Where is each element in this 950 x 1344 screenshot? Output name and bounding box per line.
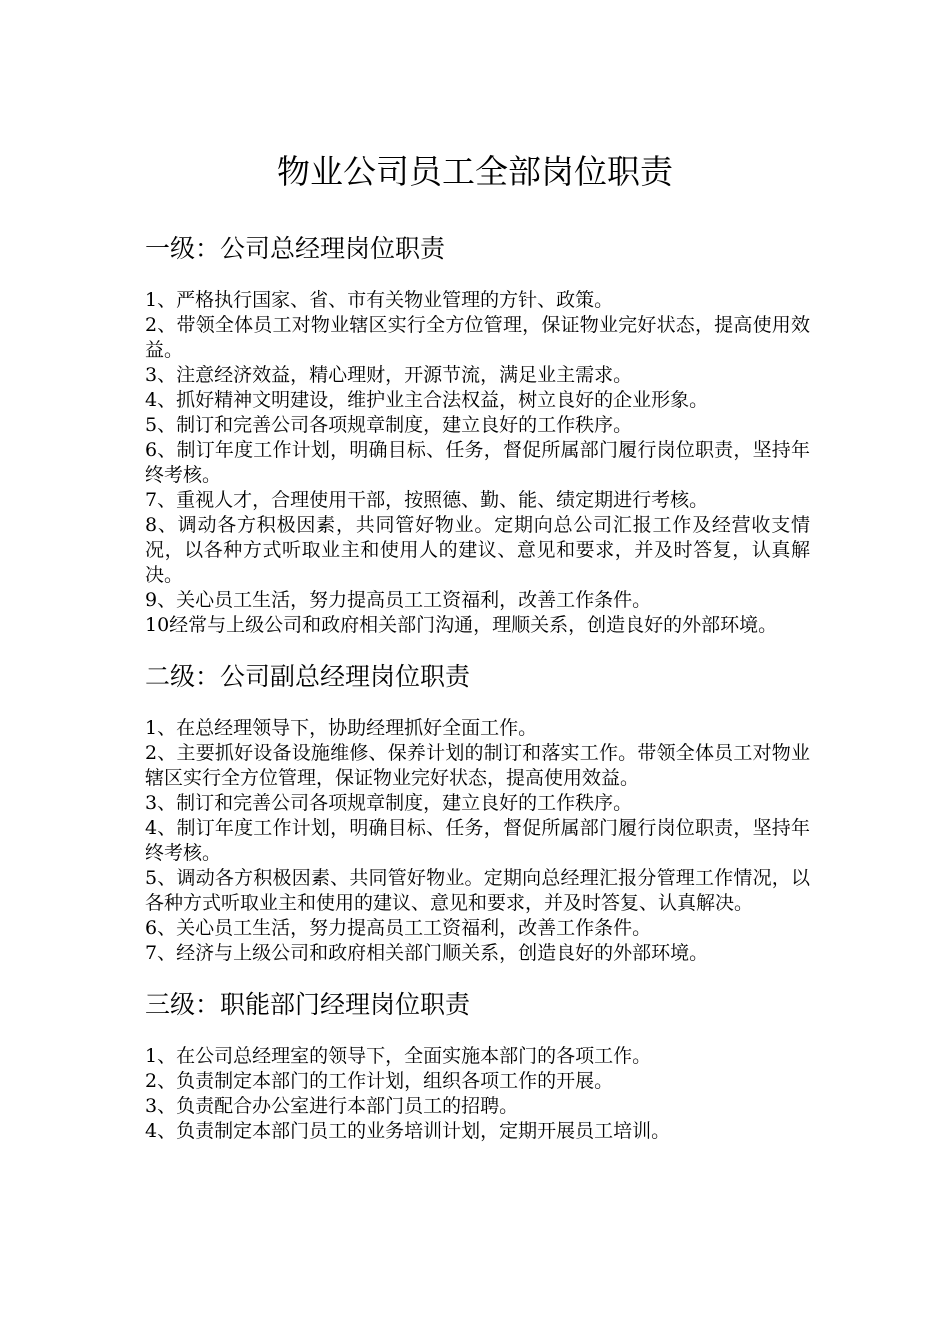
duty-item: 2、主要抓好设备设施维修、保养计划的制订和落实工作。带领全体员工对物业辖区实行全方位管理，保证物业完好状态，提高使用效益。 — [145, 742, 810, 789]
document-body — [145, 232, 810, 1166]
duty-list — [145, 288, 810, 638]
section-heading: 一级：公司总经理岗位职责 — [145, 234, 446, 263]
duty-item: 5、制订和完善公司各项规章制度，建立良好的工作秩序。 — [145, 414, 633, 436]
duty-list — [145, 716, 810, 966]
section-heading: 三级：职能部门经理岗位职责 — [145, 990, 471, 1019]
duty-item: 3、注意经济效益，精心理财，开源节流，满足业主需求。 — [145, 364, 633, 386]
duty-item: 3、负责配合办公室进行本部门员工的招聘。 — [145, 1095, 519, 1117]
duty-item: 1、严格执行国家、省、市有关物业管理的方针、政策。 — [145, 289, 614, 311]
duty-item: 6、关心员工生活，努力提高员工工资福利，改善工作条件。 — [145, 917, 652, 939]
duty-item: 4、负责制定本部门员工的业务培训计划，定期开展员工培训。 — [145, 1120, 671, 1142]
section-level-2 — [145, 660, 810, 966]
duty-item: 10经常与上级公司和政府相关部门沟通，理顺关系，创造良好的外部环境。 — [145, 614, 778, 636]
duty-item: 7、经济与上级公司和政府相关部门顺关系，创造良好的外部环境。 — [145, 942, 709, 964]
duty-item: 1、在公司总经理室的领导下，全面实施本部门的各项工作。 — [145, 1045, 652, 1067]
duty-item: 9、关心员工生活，努力提高员工工资福利，改善工作条件。 — [145, 589, 652, 611]
duty-item: 4、抓好精神文明建设，维护业主合法权益，树立良好的企业形象。 — [145, 389, 709, 411]
duty-item: 2、带领全体员工对物业辖区实行全方位管理，保证物业完好状态，提高使用效益。 — [145, 314, 810, 361]
duty-item: 4、制订年度工作计划，明确目标、任务，督促所属部门履行岗位职责，坚持年终考核。 — [145, 817, 810, 864]
duty-item: 1、在总经理领导下，协助经理抓好全面工作。 — [145, 717, 538, 739]
duty-list — [145, 1044, 810, 1144]
duty-item: 6、制订年度工作计划，明确目标、任务，督促所属部门履行岗位职责，坚持年终考核。 — [145, 439, 810, 486]
duty-item: 8、调动各方积极因素，共同管好物业。定期向总公司汇报工作及经营收支情况，以各种方式听取业主和使用人的建议、意见和要求，并及时答复，认真解决。 — [145, 514, 810, 586]
section-level-1 — [145, 232, 810, 638]
duty-item: 2、负责制定本部门的工作计划，组织各项工作的开展。 — [145, 1070, 614, 1092]
section-level-3 — [145, 988, 810, 1144]
duty-item: 5、调动各方积极因素、共同管好物业。定期向总经理汇报分管理工作情况，以各种方式听取业主和使用的建议、意见和要求，并及时答复、认真解决。 — [145, 867, 810, 914]
duty-item: 3、制订和完善公司各项规章制度，建立良好的工作秩序。 — [145, 792, 633, 814]
duty-item: 7、重视人才，合理使用干部，按照德、勤、能、绩定期进行考核。 — [145, 489, 709, 511]
section-heading: 二级：公司副总经理岗位职责 — [145, 662, 471, 691]
document-title: 物业公司员工全部岗位职责 — [277, 152, 673, 191]
